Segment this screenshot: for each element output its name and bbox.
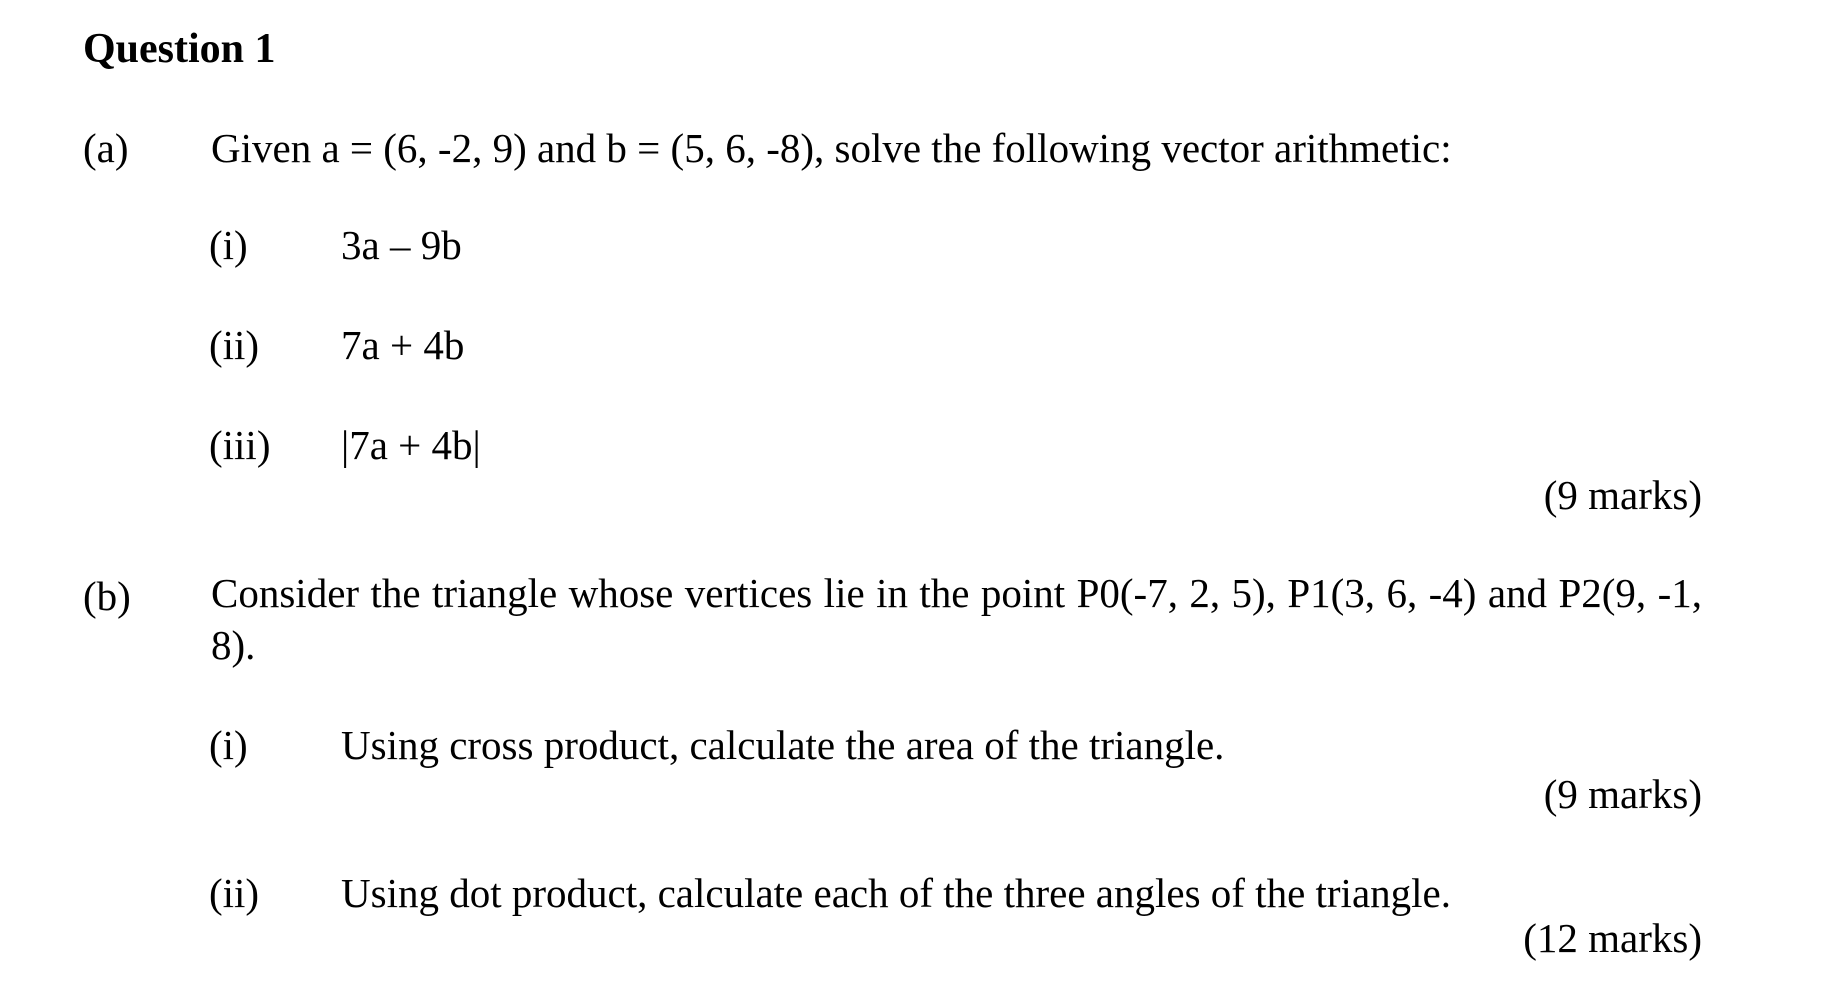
part-a-label: (a) xyxy=(83,125,129,171)
part-a-item-iii-expression: |7a + 4b| xyxy=(341,422,481,468)
part-a-item-ii-label: (ii) xyxy=(209,322,260,368)
part-b-stem: Consider the triangle whose vertices lie in the point P0(-7, 2, 5), P1(3, 6, -4) and P2(9, -1, 8). xyxy=(211,570,1702,668)
part-b-item-i-label: (i) xyxy=(209,722,248,768)
question-title: Question 1 xyxy=(83,26,276,72)
part-a-item-ii-expression: 7a + 4b xyxy=(341,322,465,368)
part-a-marks: (9 marks) xyxy=(1543,472,1702,518)
part-b-item-i-text: Using cross product, calculate the area of the triangle. xyxy=(341,722,1225,768)
part-a-item-i-label: (i) xyxy=(209,222,248,268)
part-a-item-iii-label: (iii) xyxy=(209,422,271,468)
part-b-item-i-marks: (9 marks) xyxy=(1543,771,1702,817)
part-a-item-i-expression: 3a – 9b xyxy=(341,222,462,268)
part-a-stem: Given a = (6, -2, 9) and b = (5, 6, -8), solve the following vector arithmetic: xyxy=(211,125,1452,171)
part-b-label: (b) xyxy=(83,573,131,619)
part-b-item-ii-text: Using dot product, calculate each of the three angles of the triangle. xyxy=(341,870,1451,916)
part-b-item-ii-label: (ii) xyxy=(209,870,260,916)
part-b-item-ii-marks: (12 marks) xyxy=(1523,915,1702,961)
